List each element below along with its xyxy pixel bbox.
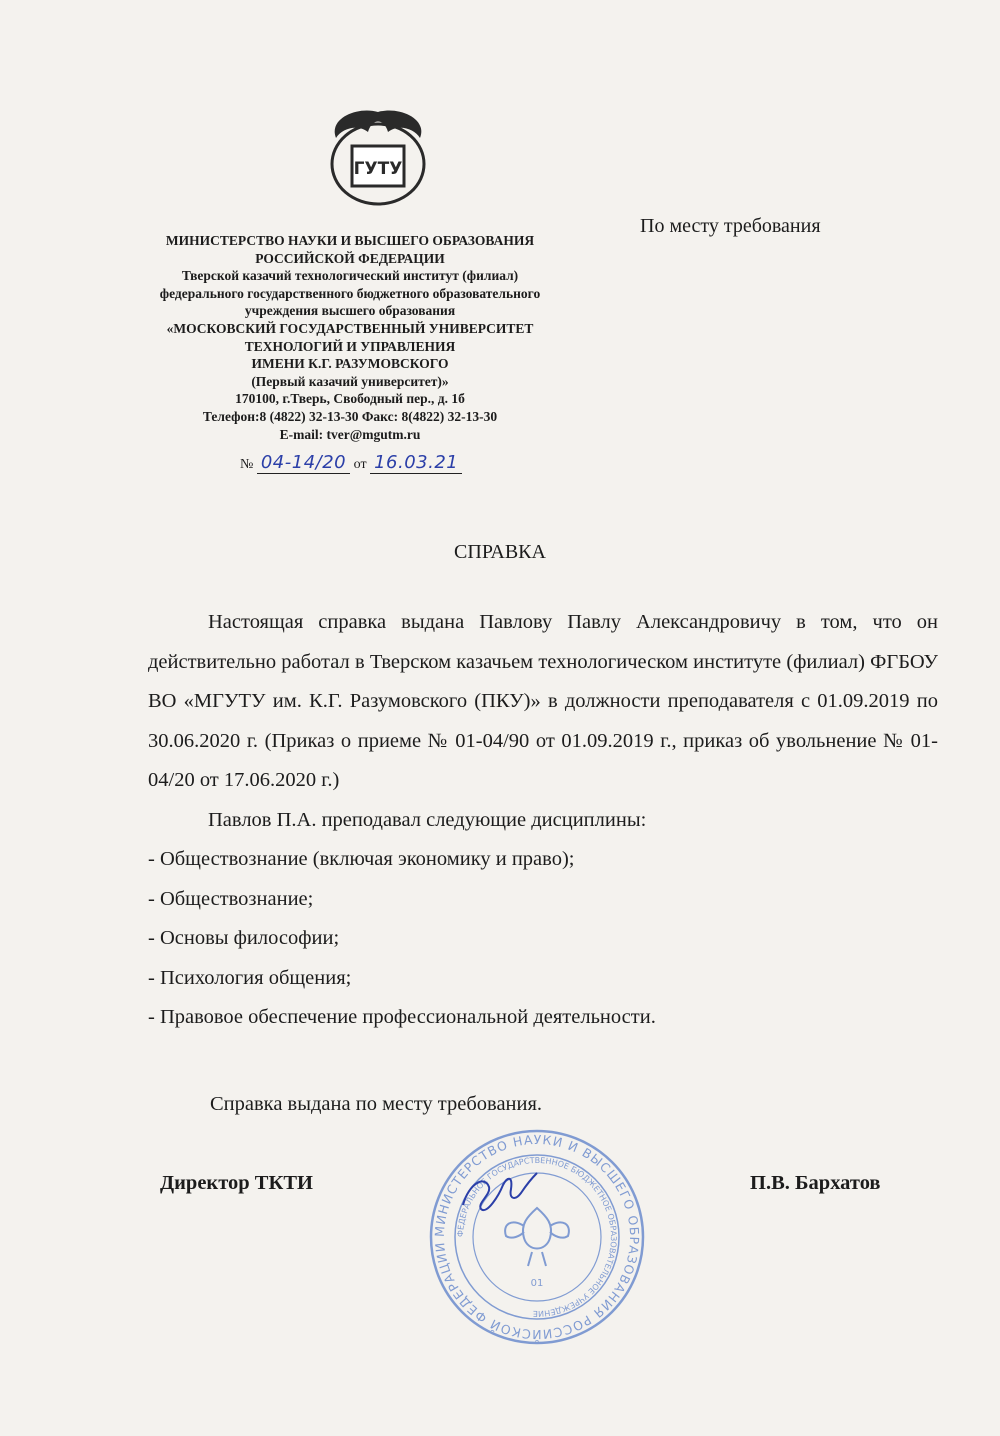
document-title: СПРАВКА [454,541,546,563]
header-line: Телефон:8 (4822) 32-13-30 Факс: 8(4822) 32-13-30 [202,408,498,424]
official-stamp [428,1128,646,1346]
header-line: «МОСКОВСКИЙ ГОСУДАРСТВЕННЫЙ УНИВЕРСИТЕТ [166,320,534,336]
header-line: ИМЕНИ К.Г. РАЗУМОВСКОГО [251,356,449,372]
signatory-name: П.В. Бархатов [750,1172,881,1194]
number-value: 04-14/20 [260,452,347,473]
stamp-number: 01 [530,1278,544,1289]
closing-line: Справка выдана по месту требования. [210,1093,543,1115]
stamp-inner-text: ФЕДЕРАЛЬНОЕ ГОСУДАРСТВЕННОЕ БЮДЖЕТНОЕ ОБРАЗОВАТЕЛЬНОЕ УЧРЕЖДЕНИЕ [455,1155,619,1319]
header-line: Тверской казачий технологический институт (филиал) [181,268,519,284]
date-label: от [353,457,367,472]
body-paragraph: Настоящая справка выдана Павлову Павлу Александровичу в том, что он действительно работал в Тверском казачьем технологическом институте (филиал) ФГБОУ ВО «МГУТУ им. К.Г. Разумовского (ПКУ)» в должности преподавателя с 01.09.2019 по 30.06.2020 г. (Приказ о приеме № 01-04/90 от 01.09.2019 г., приказ об увольнение № 01-04/20 от 17.06.2020 г.) [148,611,938,791]
handwritten-signature [455,1165,545,1225]
discipline-item: - Обществознание (включая экономику и право); [148,848,575,870]
discipline-item: - Основы философии; [148,927,340,949]
header-line: РОССИЙСКОЙ ФЕДЕРАЦИИ [255,250,445,266]
document-reference [240,452,520,474]
discipline-item: - Психология общения; [148,966,352,989]
addressee: По месту требования [640,215,821,237]
university-logo [318,98,438,208]
header-line: E-mail: tver@mgutm.ru [279,426,421,442]
stamp-outer-text: МИНИСТЕРСТВО НАУКИ И ВЫСШЕГО ОБРАЗОВАНИЯ РОССИЙСКОЙ ФЕДЕРАЦИИ [431,1131,643,1343]
header-line: учреждения высшего образования [244,303,456,319]
body-paragraph: Павлов П.А. преподавал следующие дисциплины: [208,808,647,831]
discipline-item: - Правовое обеспечение профессиональной деятельности. [148,1006,656,1028]
header-line: ТЕХНОЛОГИЙ И УПРАВЛЕНИЯ [244,338,456,354]
signatory-position: Директор ТКТИ [160,1172,313,1194]
number-label: № [240,457,254,472]
document-body [148,603,938,1038]
header-line: МИНИСТЕРСТВО НАУКИ И ВЫСШЕГО ОБРАЗОВАНИЯ [165,233,535,248]
logo-text: ГУТУ [353,159,403,179]
organization-header [130,232,570,443]
header-line: 170100, г.Тверь, Свободный пер., д. 1б [235,391,465,407]
discipline-item: - Обществознание; [148,887,314,910]
header-line: (Первый казачий университет)» [251,373,449,389]
date-value: 16.03.21 [374,452,459,473]
header-line: федерального государственного бюджетного образовательного [159,285,541,301]
